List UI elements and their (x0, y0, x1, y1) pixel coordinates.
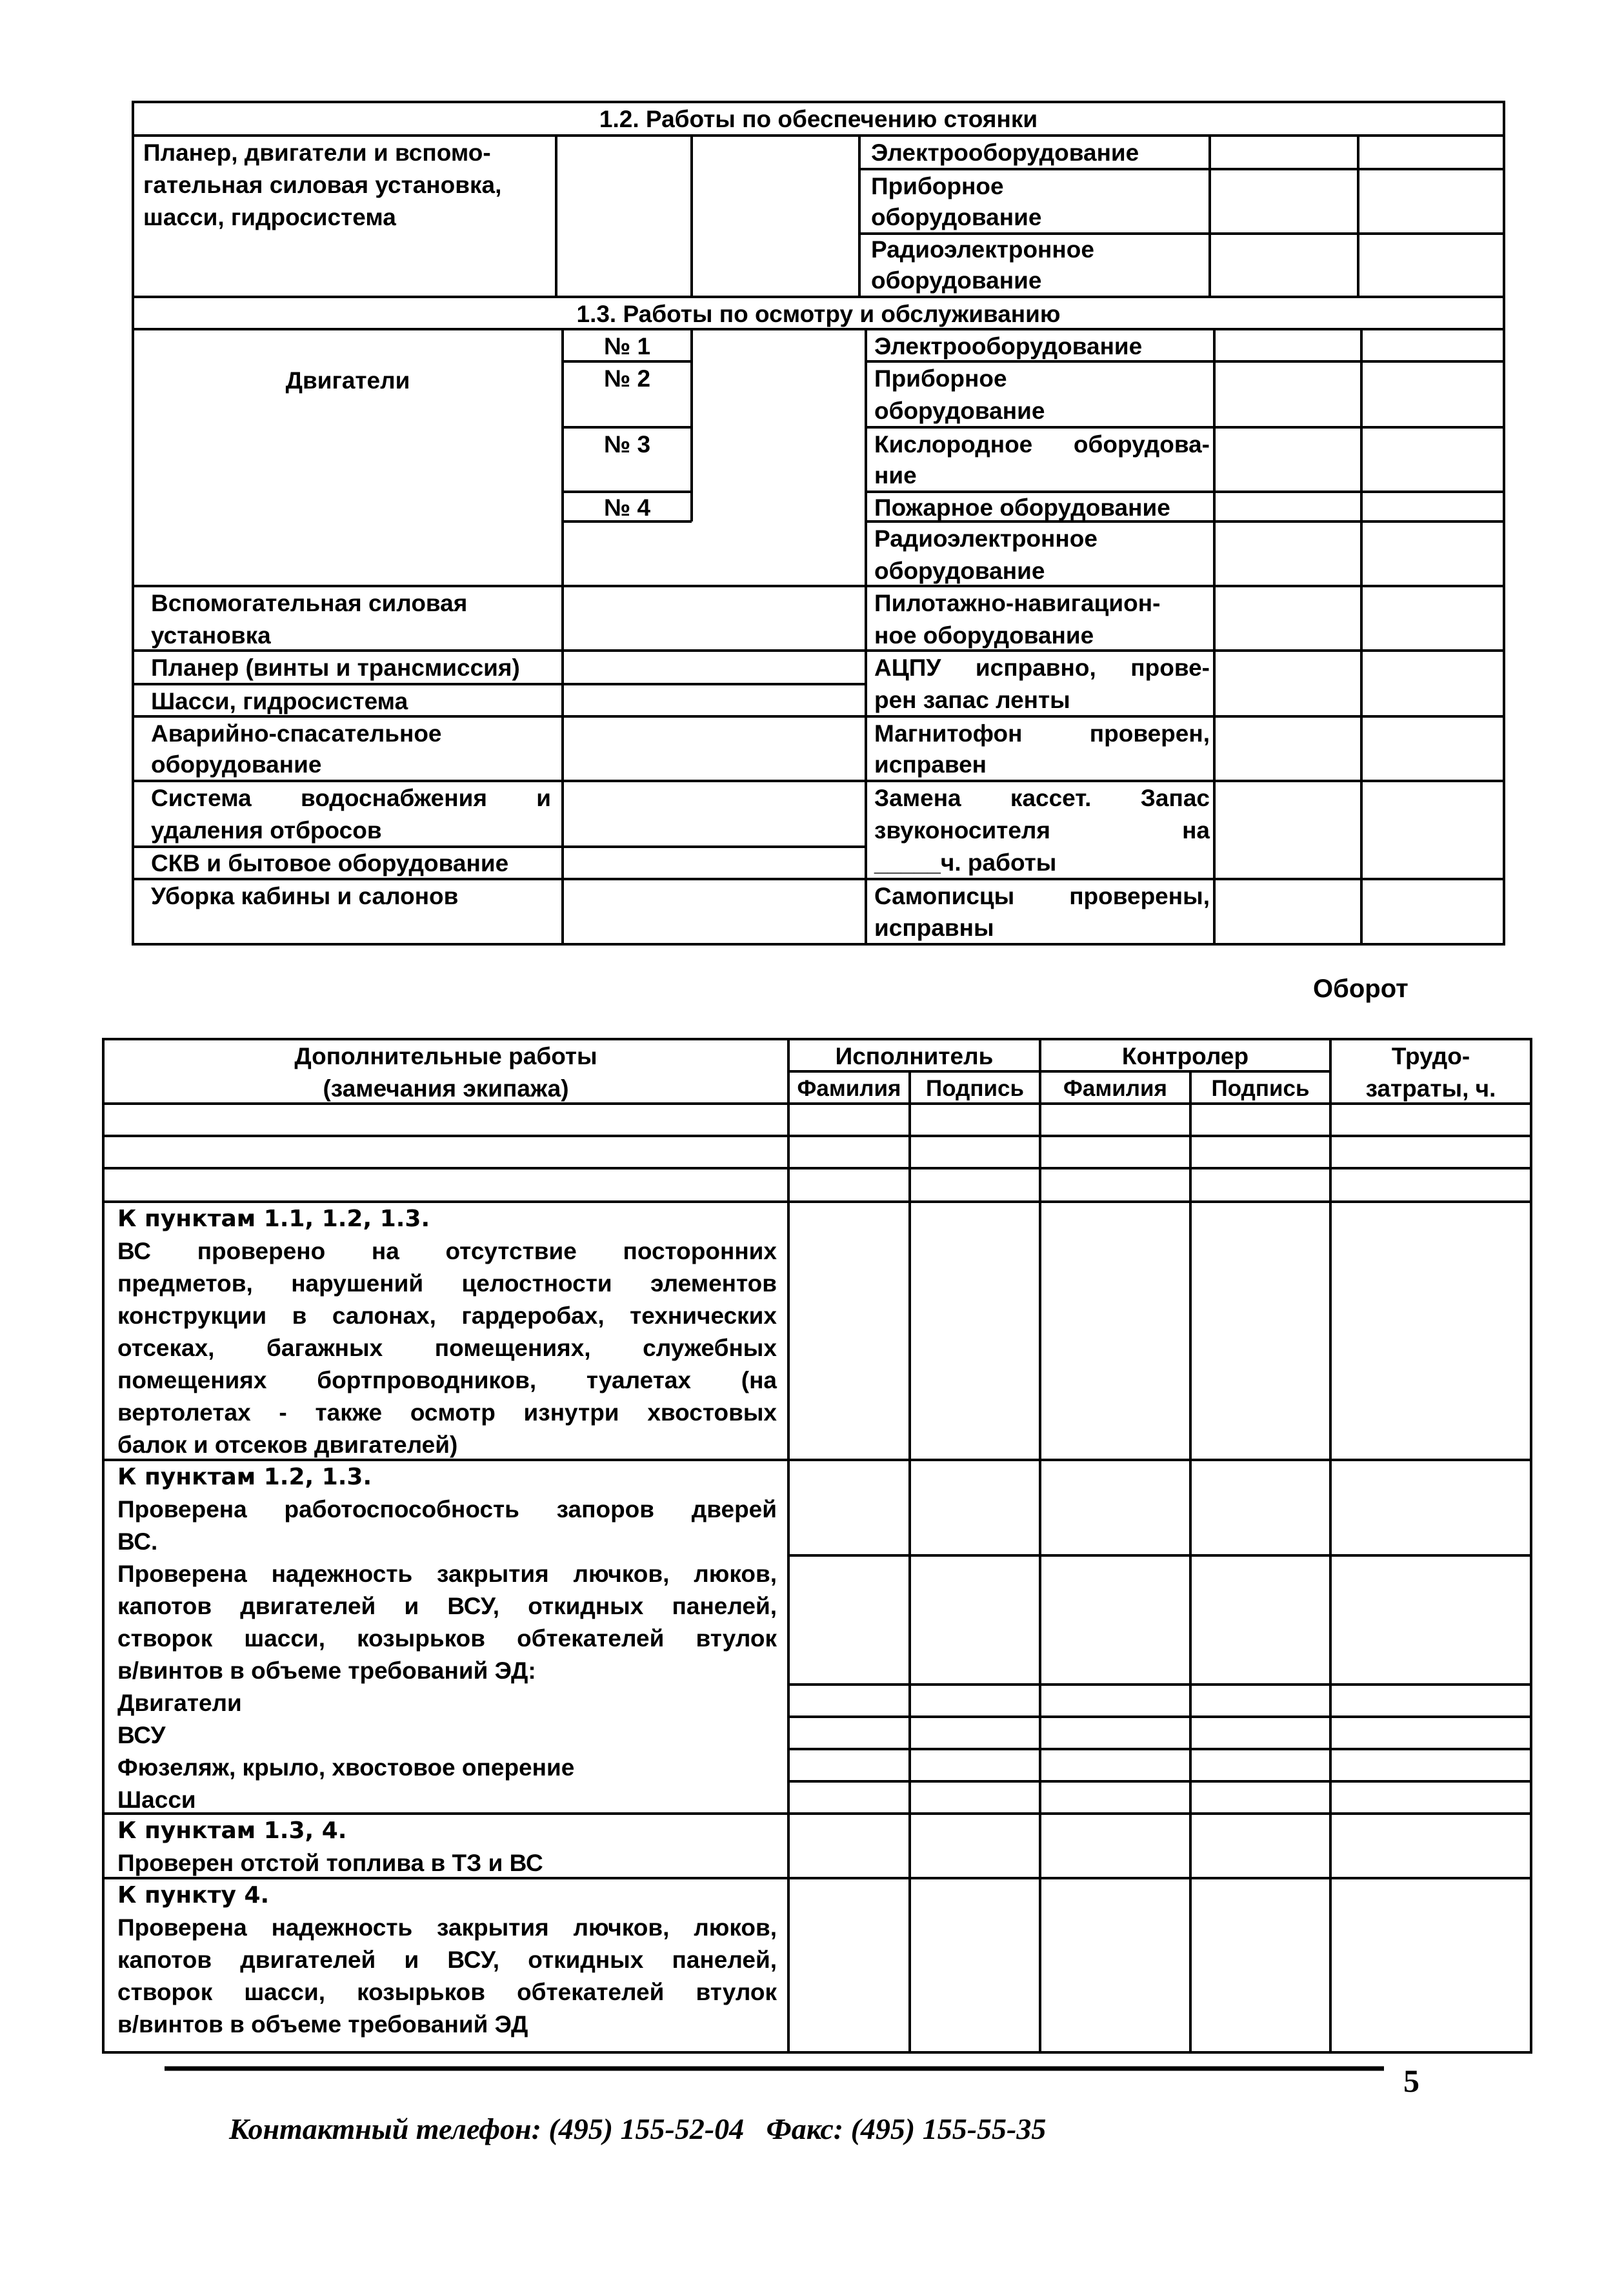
planer-label-line: гательная силовая установка, (143, 172, 502, 198)
block-text-line: Проверена работоспособность запоров дверей (117, 1496, 777, 1523)
equipment-label: оборудование (871, 267, 1042, 294)
header-labor: Трудо- (1391, 1043, 1470, 1069)
block-title: К пункту 4. (117, 1882, 270, 1908)
engine-number: № 1 (603, 333, 651, 359)
system-label: СКВ и бытовое оборудование (151, 850, 509, 876)
block-text-line: предметов, нарушений целостности элементов (117, 1270, 777, 1297)
equipment-label: Кислородное оборудова- (874, 431, 1210, 458)
equipment-label: оборудование (874, 558, 1045, 584)
planer-label-line: шасси, гидросистема (143, 204, 396, 230)
block-text-line: вертолетах - также осмотр изнутри хвостовых (117, 1399, 777, 1426)
contact-footer (229, 2112, 1046, 2146)
equipment-label: ное оборудование (874, 622, 1094, 649)
header-additional-works-note: (замечания экипажа) (323, 1075, 569, 1102)
equipment-label: Приборное (874, 365, 1007, 392)
equipment-label: Самописцы проверены, (874, 883, 1210, 909)
block-text-line: ВС проверено на отсутствие посторонних (117, 1238, 777, 1264)
system-label: установка (151, 622, 271, 649)
block-item: Фюзеляж, крыло, хвостовое оперение (117, 1754, 575, 1781)
block-text-line: в/винтов в объеме требований ЭД (117, 2011, 528, 2038)
section-title-1-2: 1.2. Работы по обеспечению стоянки (599, 106, 1038, 132)
block-text-line: отсеках, багажных помещениях, служебных (117, 1335, 777, 1361)
block-title: К пунктам 1.1, 1.2, 1.3. (117, 1206, 430, 1232)
engine-number: № 4 (603, 494, 651, 521)
system-label: удаления отбросов (151, 817, 382, 844)
equipment-label: Радиоэлектронное (874, 525, 1098, 552)
engines-label: Двигатели (285, 367, 410, 394)
block-text-line: капотов двигателей и ВСУ, откидных панелей, (117, 1947, 777, 1973)
block-title: К пунктам 1.3, 4. (117, 1817, 347, 1844)
system-label: Шасси, гидросистема (151, 688, 408, 714)
system-label: Вспомогательная силовая (151, 590, 468, 616)
block-text-line: створок шасси, козырьков обтекателей втулок (117, 1979, 777, 2005)
block-text-line: балок и отсеков двигателей) (117, 1432, 458, 1458)
block-item: ВСУ (117, 1722, 166, 1748)
block-item: Шасси (117, 1786, 196, 1813)
block-text-line: помещениях бортпроводников, туалетах (на (117, 1367, 777, 1393)
system-label: Планер (винты и трансмиссия) (151, 654, 520, 681)
block-text-line: створок шасси, козырьков обтекателей втулок (117, 1625, 777, 1652)
equipment-label: Радиоэлектронное (871, 236, 1094, 263)
equipment-label: Приборное (871, 173, 1004, 199)
block-text-line: Проверена надежность закрытия лючков, люков, (117, 1914, 777, 1941)
system-label: Уборка кабины и салонов (151, 883, 459, 909)
block-text-line: конструкции в салонах, гардеробах, технических (117, 1302, 777, 1329)
system-label: Аварийно-спасательное (151, 720, 442, 747)
equipment-label: ние (874, 462, 917, 489)
system-label: Система водоснабжения и (151, 785, 551, 811)
engine-number: № 2 (603, 365, 651, 392)
header-executor-surname: Фамилия (797, 1076, 901, 1101)
oborot-label: Оборот (1313, 975, 1408, 1003)
system-label: оборудование (151, 751, 322, 778)
block-text-line: капотов двигателей и ВСУ, откидных панелей, (117, 1593, 777, 1619)
contact-fax: Факс: (495) 155-55-35 (766, 2112, 1047, 2145)
block-text-line: ВС. (117, 1528, 158, 1555)
equipment-label: оборудование (871, 204, 1042, 230)
header-controller-surname: Фамилия (1063, 1076, 1167, 1101)
equipment-label: Пилотажно-навигацион- (874, 590, 1161, 616)
block-title: К пунктам 1.2, 1.3. (117, 1464, 372, 1490)
header-executor-signature: Подпись (926, 1076, 1024, 1101)
equipment-label: Пожарное оборудование (874, 494, 1170, 521)
equipment-label: Магнитофон проверен, (874, 720, 1210, 747)
block-text-line: Проверен отстой топлива в ТЗ и ВС (117, 1850, 543, 1876)
block-text-line: Проверена надежность закрытия лючков, люков, (117, 1561, 777, 1587)
equipment-label: _____ч. работы (874, 849, 1057, 876)
header-additional-works: Дополнительные работы (294, 1043, 597, 1069)
engine-number: № 3 (603, 431, 651, 458)
planer-label-line: Планер, двигатели и вспомо- (143, 139, 491, 166)
equipment-label: рен запас ленты (874, 687, 1070, 713)
equipment-label: исправен (874, 751, 987, 778)
block-item: Двигатели (117, 1690, 242, 1716)
page-number: 5 (1403, 2063, 1419, 2099)
header-controller-signature: Подпись (1211, 1076, 1310, 1101)
equipment-label: Электрооборудование (874, 333, 1143, 359)
section-title-1-3: 1.3. Работы по осмотру и обслуживанию (576, 301, 1061, 327)
equipment-label: оборудование (874, 398, 1045, 424)
header-executor: Исполнитель (835, 1043, 994, 1069)
equipment-label: АЦПУ исправно, прове- (874, 654, 1210, 681)
equipment-label: звуконосителя на (874, 817, 1210, 844)
block-text-line: в/винтов в объеме требований ЭД: (117, 1657, 536, 1684)
header-controller: Контролер (1121, 1043, 1249, 1069)
equipment-label: Замена кассет. Запас (874, 785, 1210, 811)
equipment-label: исправны (874, 915, 994, 941)
contact-phone: Контактный телефон: (495) 155-52-04 (229, 2112, 745, 2145)
equipment-label: Электрооборудование (871, 139, 1139, 166)
header-labor-unit: затраты, ч. (1365, 1075, 1496, 1102)
